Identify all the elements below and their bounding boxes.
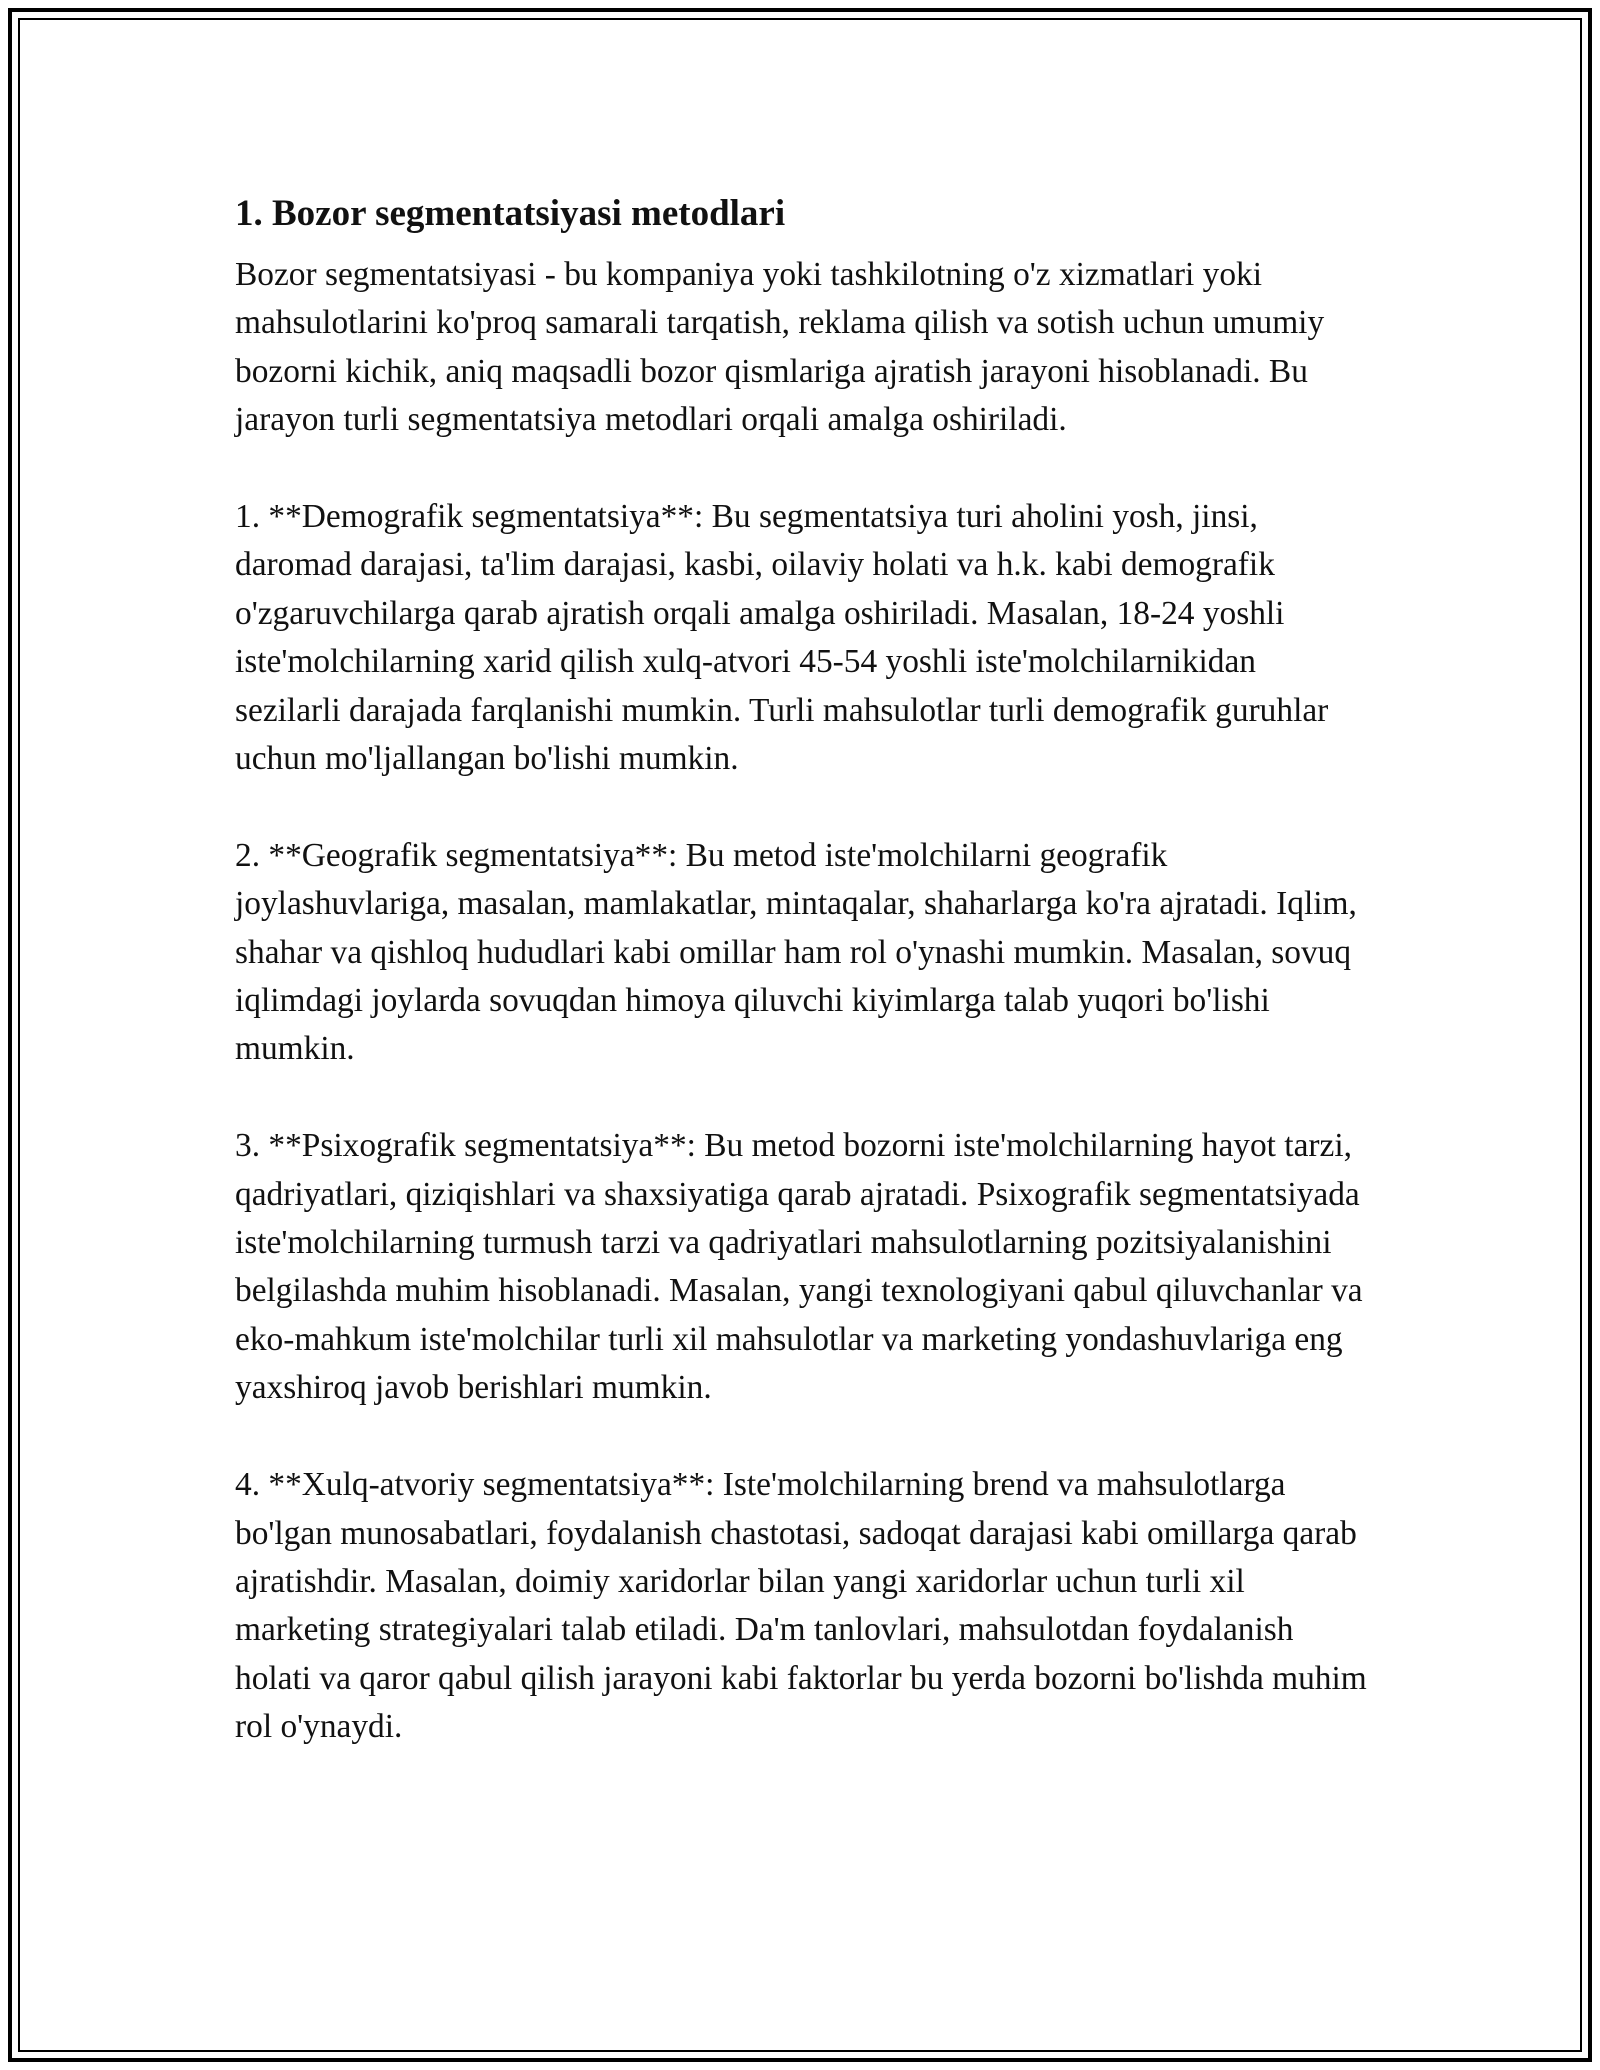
psychographic-segmentation-paragraph: 3. **Psixografik segmentatsiya**: Bu metod bozorni iste'molchilarning hayot tarzi, qadriyatlari, qiziqishlari va shaxsiyatiga qarab ajratadi. Psixografik segmentatsiyada iste'molchilarning turmush tarzi va qadriyatlari mahsulotlarning pozitsiyalanishini belgilashda muhim hisoblanadi. Masalan, yangi texnologiyani qabul qiluvchanlar va eko-mahkum iste'molchilar turli xil mahsulotlar va marketing yondashuvlariga eng yaxshiroq javob berishlari mumkin. [235, 1127, 1371, 1407]
behavioral-segmentation-paragraph: 4. **Xulq-atvoriy segmentatsiya**: Iste'molchilarning brend va mahsulotlarga bo'lgan munosabatlari, foydalanish chastotasi, sadoqat darajasi kabi omillarga qarab ajratishdir. Masalan, doimiy xaridorlar bilan yangi xaridorlar uchun turli xil marketing strategiyalari talab etiladi. Da'm tanlovlari, mahsulotdan foydalanish holati va qaror qabul qilish jarayoni kabi faktorlar bu yerda bozorni bo'lishda muhim rol o'ynaydi. [235, 1466, 1376, 1746]
paragraph-spacer [235, 783, 1370, 831]
intro-paragraph: Bozor segmentatsiyasi - bu kompaniya yoki tashkilotning o'z xizmatlari yoki mahsulotlarini ko'proq samarali tarqatish, reklama qilish va sotish uchun umumiy bozorni kichik, aniq maqsadli bozor qismlariga ajratish jarayoni hisoblanadi. Bu jarayon turli segmentatsiya metodlari orqali amalga oshiriladi. [235, 256, 1333, 439]
document-title: 1. Bozor segmentatsiyasi metodlari [235, 193, 786, 234]
paragraph-spacer [235, 1074, 1370, 1122]
geographic-segmentation-paragraph: 2. **Geografik segmentatsiya**: Bu metod iste'molchilarni geografik joylashuvlariga, masalan, mamlakatlar, mintaqalar, shaharlarga ko'ra ajratadi. Iqlim, shahar va qishloq hududlari kabi omillar ham rol o'ynashi mumkin. Masalan, sovuq iqlimdagi joylarda sovuqdan himoya qiluvchi kiyimlarga talab yuqori bo'lishi mumkin. [235, 836, 1366, 1068]
paragraph-spacer [235, 445, 1370, 493]
document-body [235, 186, 1376, 1752]
demographic-segmentation-paragraph: 1. **Demografik segmentatsiya**: Bu segmentatsiya turi aholini yosh, jinsi, daromad darajasi, ta'lim darajasi, kasbi, oilaviy holati va h.k. kabi demografik o'zgaruvchilarga qarab ajratish orqali amalga oshiriladi. Masalan, 18-24 yoshli iste'molchilarning xarid qilish xulq-atvori 45-54 yoshli iste'molchilarnikidan sezilarli darajada farqlanishi mumkin. Turli mahsulotlar turli demografik guruhlar uchun mo'ljallangan bo'lishi mumkin. [235, 498, 1337, 778]
paragraph-spacer [235, 1413, 1370, 1461]
